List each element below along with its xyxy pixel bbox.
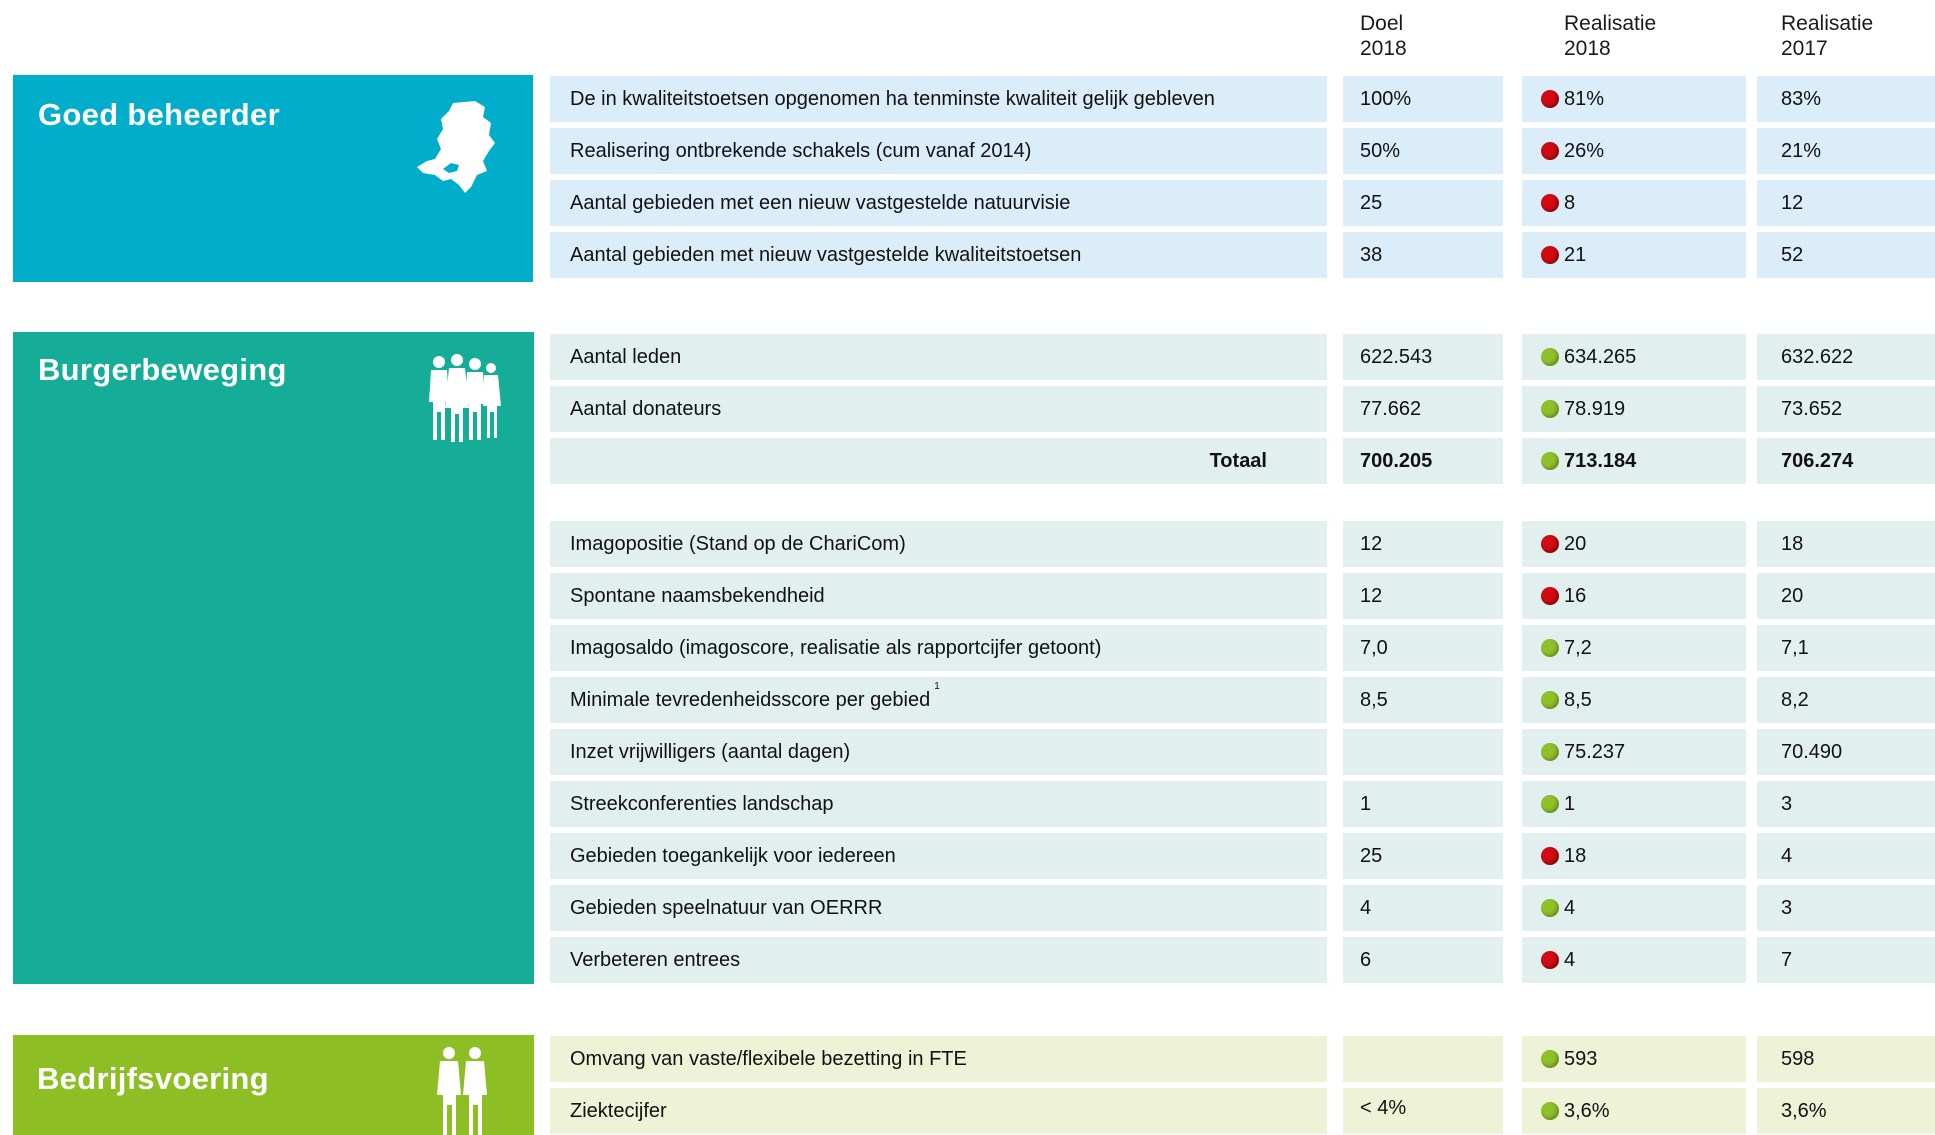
row-label: De in kwaliteitstoetsen opgenomen ha tenminste kwaliteit gelijk gebleven [550,76,1327,122]
status-dot-green [1541,795,1559,813]
status-dot-green [1541,639,1559,657]
row-prev: 7 [1757,937,1935,983]
status-dot-green [1541,743,1559,761]
row-prev: 83% [1757,76,1935,122]
row-prev: 70.490 [1757,729,1935,775]
header-real-label: Realisatie [1564,12,1657,35]
row-doel [1343,1036,1503,1082]
row-real-value: 634.265 [1564,346,1637,368]
row-doel: 38 [1343,232,1503,278]
row-label: Gebieden toegankelijk voor iedereen [550,833,1327,879]
section-goed-beheerder-panel [13,75,533,282]
row-label: Inzet vrijwilligers (aantal dagen) [550,729,1327,775]
section-title-goed-beheerder: Goed beheerder [38,97,280,132]
row-real-value: 20 [1564,533,1587,555]
status-dot-green [1541,452,1559,470]
row-doel: 50% [1343,128,1503,174]
row-prev: 632.622 [1757,334,1935,380]
row-prev: 3 [1757,885,1935,931]
row-real [1522,937,1746,983]
row-real-value: 8,5 [1564,689,1592,711]
row-prev: 3 [1757,781,1935,827]
row-real-value: 75.237 [1564,741,1626,763]
row-label: Gebieden speelnatuur van OERRR [550,885,1327,931]
row-real-value: 7,2 [1564,637,1592,659]
row-real-value: 4 [1564,949,1576,971]
status-dot-red [1541,90,1559,108]
header-doel-2018 [1360,11,1407,61]
status-dot-green [1541,1102,1559,1120]
row-label: Aantal donateurs [550,386,1327,432]
row-real-value: 26% [1564,140,1605,162]
footnote-marker: 1 [934,681,940,692]
row-prev: 598 [1757,1036,1935,1082]
status-dot-green [1541,400,1559,418]
header-realisatie-2018 [1564,11,1656,61]
row-real [1522,334,1746,380]
row-doel: 7,0 [1343,625,1503,671]
row-prev: 73.652 [1757,386,1935,432]
row-doel: 4 [1343,885,1503,931]
status-dot-green [1541,899,1559,917]
netherlands-map-icon [413,99,499,195]
row-real [1522,128,1746,174]
status-dot-green [1541,1050,1559,1068]
header-doel-year: 2018 [1360,37,1407,60]
row-prev: 12 [1757,180,1935,226]
status-dot-red [1541,951,1559,969]
row-prev: 20 [1757,573,1935,619]
header-prev-year: 2017 [1781,37,1828,60]
row-prev: 52 [1757,232,1935,278]
row-doel: 12 [1343,573,1503,619]
row-label: Imagosaldo (imagoscore, realisatie als rapportcijfer getoont) [550,625,1327,671]
row-label: Aantal leden [550,334,1327,380]
section-burgerbeweging-panel [13,332,534,984]
row-label: Ziektecijfer [550,1088,1327,1134]
row-label [550,677,1327,723]
row-label: Streekconferenties landschap [550,781,1327,827]
row-label: Imagopositie (Stand op de ChariCom) [550,521,1327,567]
row-real-value: 3,6% [1564,1100,1610,1122]
total-real-value: 713.184 [1564,450,1637,472]
row-real-value: 593 [1564,1048,1598,1070]
row-real [1522,573,1746,619]
row-real [1522,1036,1746,1082]
row-prev: 3,6% [1757,1088,1935,1134]
row-doel: < 4% [1343,1088,1503,1134]
header-real-year: 2018 [1564,37,1611,60]
total-label: Totaal [550,438,1327,484]
row-label: Spontane naamsbekendheid [550,573,1327,619]
row-real [1522,1088,1746,1134]
row-doel: 25 [1343,833,1503,879]
row-real-value: 81% [1564,88,1605,110]
status-dot-green [1541,348,1559,366]
status-dot-red [1541,535,1559,553]
total-doel: 700.205 [1343,438,1503,484]
row-label: Verbeteren entrees [550,937,1327,983]
row-real [1522,232,1746,278]
section-bedrijfsvoering-panel [13,1035,534,1135]
row-real-value: 4 [1564,897,1576,919]
row-label: Aantal gebieden met een nieuw vastgestelde natuurvisie [550,180,1327,226]
status-dot-red [1541,587,1559,605]
row-real [1522,729,1746,775]
row-real-value: 18 [1564,845,1587,867]
two-people-icon [433,1045,493,1135]
row-real [1522,386,1746,432]
row-real [1522,76,1746,122]
row-label: Omvang van vaste/flexibele bezetting in FTE [550,1036,1327,1082]
status-dot-red [1541,246,1559,264]
people-group-icon [423,352,503,444]
row-label-text: Minimale tevredenheidsscore per gebied [570,689,931,711]
total-prev: 706.274 [1757,438,1935,484]
header-prev-label: Realisatie [1781,12,1874,35]
row-doel: 77.662 [1343,386,1503,432]
status-dot-red [1541,194,1559,212]
status-dot-red [1541,142,1559,160]
row-doel [1343,729,1503,775]
status-dot-green [1541,691,1559,709]
row-doel: 6 [1343,937,1503,983]
row-real [1522,180,1746,226]
row-real [1522,833,1746,879]
row-doel: 8,5 [1343,677,1503,723]
row-prev: 8,2 [1757,677,1935,723]
row-real [1522,885,1746,931]
row-doel: 1 [1343,781,1503,827]
row-doel: 100% [1343,76,1503,122]
row-doel: 12 [1343,521,1503,567]
row-real [1522,677,1746,723]
total-real [1522,438,1746,484]
row-doel: 25 [1343,180,1503,226]
row-real [1522,625,1746,671]
row-label: Realisering ontbrekende schakels (cum vanaf 2014) [550,128,1327,174]
status-dot-red [1541,847,1559,865]
row-real-value: 21 [1564,244,1587,266]
row-real-value: 78.919 [1564,398,1626,420]
row-real-value: 1 [1564,793,1576,815]
row-real [1522,781,1746,827]
header-realisatie-2017 [1781,11,1873,61]
row-label: Aantal gebieden met nieuw vastgestelde kwaliteitstoetsen [550,232,1327,278]
row-real-value: 8 [1564,192,1576,214]
row-real [1522,521,1746,567]
row-prev: 18 [1757,521,1935,567]
row-real-value: 16 [1564,585,1587,607]
row-doel: 622.543 [1343,334,1503,380]
section-title-bedrijfsvoering: Bedrijfsvoering [37,1061,269,1096]
row-prev: 7,1 [1757,625,1935,671]
row-prev: 4 [1757,833,1935,879]
row-prev: 21% [1757,128,1935,174]
section-title-burgerbeweging: Burgerbeweging [38,352,287,387]
header-doel-label: Doel [1360,12,1404,35]
